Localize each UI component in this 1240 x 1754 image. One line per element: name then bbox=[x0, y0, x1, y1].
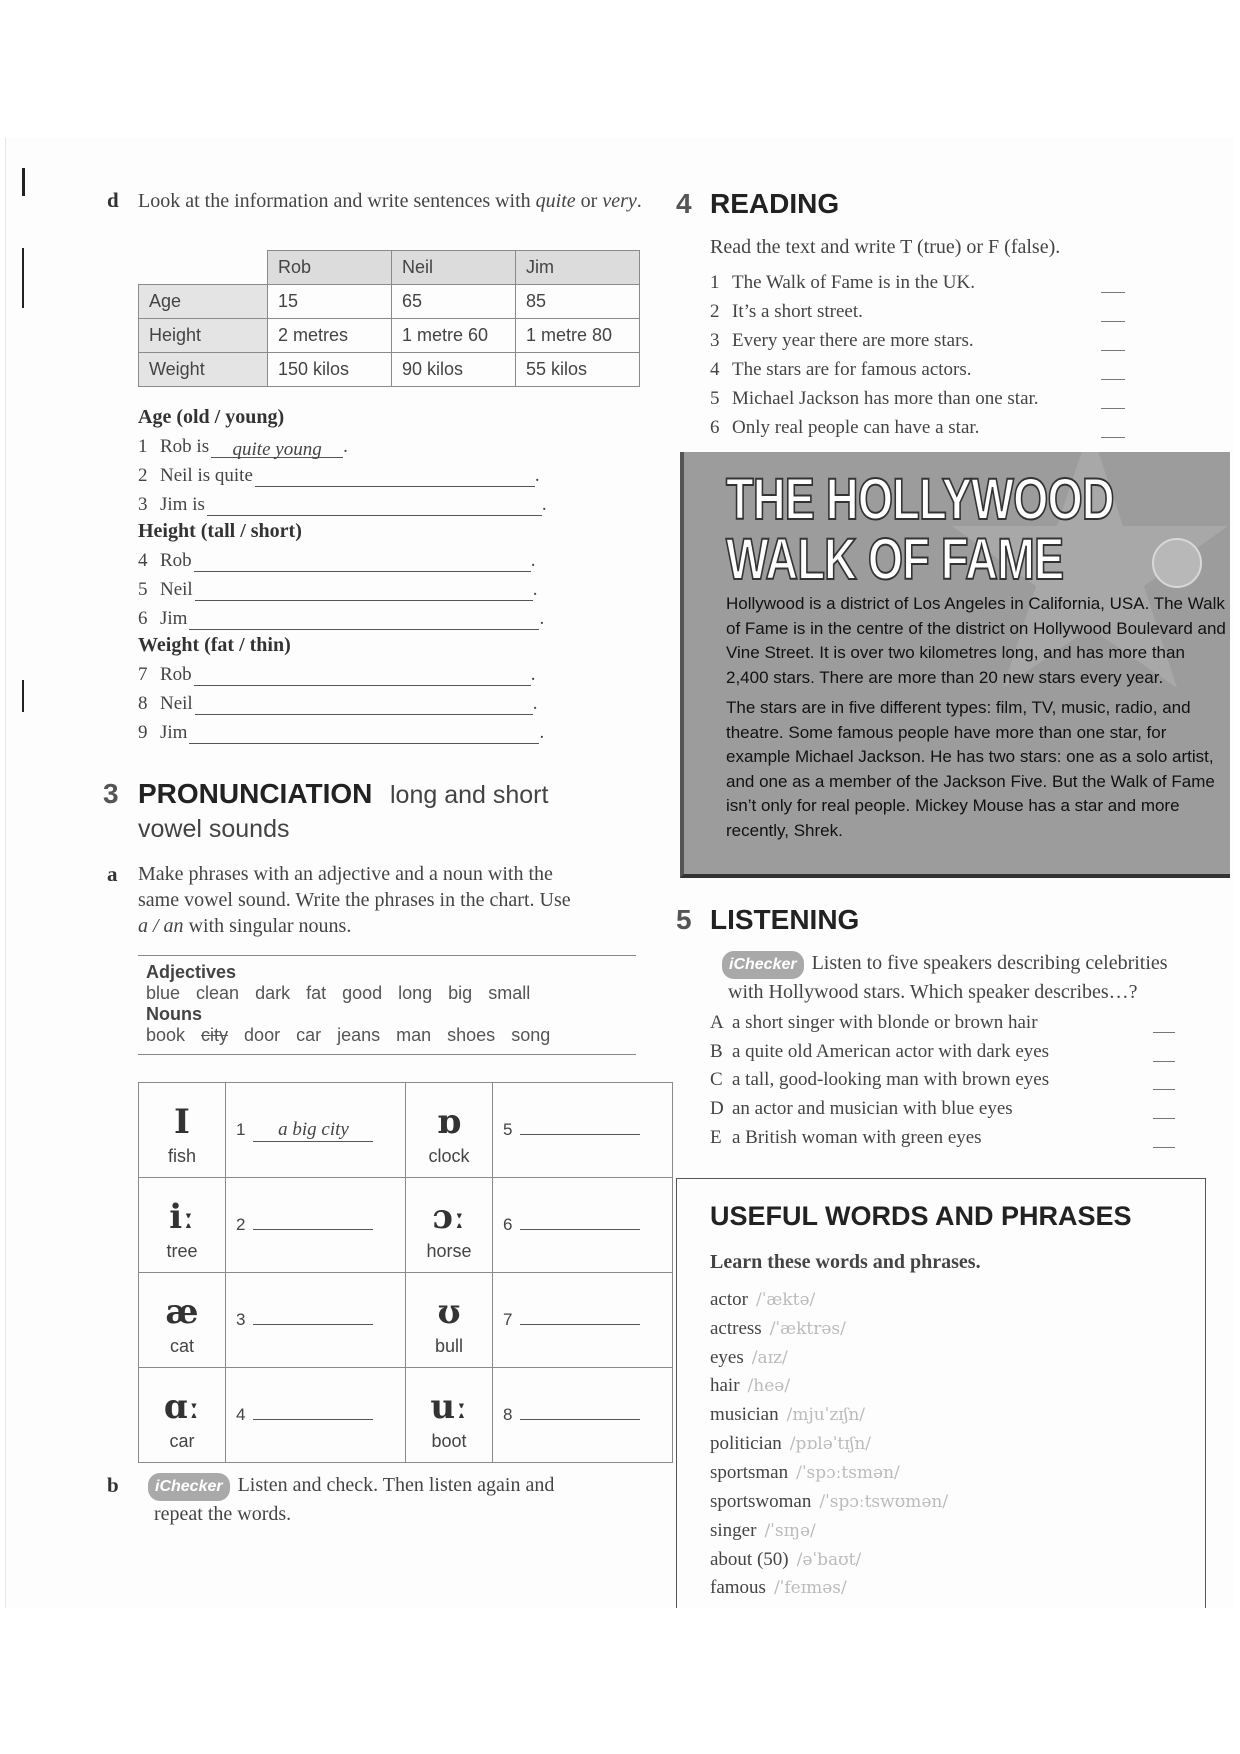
answer-field[interactable] bbox=[1101, 272, 1125, 293]
section-subtitle: vowel sounds bbox=[138, 815, 290, 843]
sound-word: horse bbox=[426, 1240, 472, 1261]
tf-item: 1 The Walk of Fame is in the UK. bbox=[710, 272, 1125, 294]
phoneme-symbol: ɑː bbox=[163, 1386, 201, 1427]
row-label: Weight bbox=[139, 353, 268, 387]
vocab-item: politician /pɒləˈtɪʃn/ bbox=[710, 1433, 871, 1454]
adjectives-list bbox=[146, 983, 628, 1004]
word: small bbox=[488, 983, 531, 1003]
sentence-line: 9 Jim . bbox=[138, 722, 545, 743]
article-body bbox=[726, 592, 1226, 849]
exercise-d-letter: d bbox=[107, 188, 119, 212]
table-cell: 1 metre 80 bbox=[516, 319, 640, 353]
table-header-row bbox=[139, 251, 640, 285]
margin-mark bbox=[22, 680, 24, 712]
answer-field[interactable] bbox=[1153, 1012, 1175, 1033]
sound-word: bull bbox=[434, 1335, 464, 1356]
word: car bbox=[296, 1025, 322, 1045]
tf-item: 3 Every year there are more stars. bbox=[710, 330, 1125, 352]
table-row bbox=[139, 353, 640, 387]
sound-word: fish bbox=[167, 1145, 196, 1166]
answer-field[interactable] bbox=[255, 468, 535, 487]
answer-field[interactable] bbox=[520, 1134, 640, 1135]
answer-field[interactable] bbox=[253, 1229, 373, 1230]
listening-item: B a quite old American actor with dark eyes bbox=[710, 1041, 1175, 1063]
word: big bbox=[448, 983, 473, 1003]
phoneme-symbol: ʊ bbox=[437, 1291, 461, 1332]
exercise-a-letter: a bbox=[107, 862, 118, 886]
word: fat bbox=[306, 983, 327, 1003]
answer-cell: 7 bbox=[493, 1273, 673, 1368]
useful-subtitle: Learn these words and phrases. bbox=[710, 1251, 981, 1273]
answer-cell: 4 bbox=[226, 1368, 406, 1463]
group-heading-age: Age (old / young) bbox=[138, 406, 285, 428]
nouns-list bbox=[146, 1025, 628, 1046]
answer-field[interactable] bbox=[253, 1324, 373, 1325]
sound-word: clock bbox=[428, 1145, 470, 1166]
sentence-line: 1 Rob is quite young . bbox=[138, 436, 348, 460]
listening-item: D an actor and musician with blue eyes bbox=[710, 1098, 1175, 1120]
word: shoes bbox=[447, 1025, 496, 1045]
answer-field[interactable] bbox=[194, 667, 531, 686]
article-title-line-2: WALK OF FAME bbox=[726, 527, 1064, 592]
table-row bbox=[139, 319, 640, 353]
margin-mark bbox=[22, 248, 24, 308]
word: song bbox=[511, 1025, 551, 1045]
answer-field[interactable] bbox=[1153, 1069, 1175, 1090]
vocab-item: about (50) /əˈbaʊt/ bbox=[710, 1549, 862, 1570]
useful-title: USEFUL WORDS AND PHRASES bbox=[710, 1201, 1132, 1231]
vocab-item: eyes /aɪz/ bbox=[710, 1347, 788, 1368]
word: clean bbox=[196, 983, 240, 1003]
table-cell: 15 bbox=[268, 285, 392, 319]
answer-field[interactable] bbox=[1153, 1127, 1175, 1148]
answer-field[interactable] bbox=[1101, 417, 1125, 438]
word: jeans bbox=[337, 1025, 381, 1045]
word-crossed: city bbox=[201, 1025, 229, 1045]
word: long bbox=[398, 983, 433, 1003]
row-label: Age bbox=[139, 285, 268, 319]
table-header: Rob bbox=[268, 251, 392, 285]
word: good bbox=[342, 983, 383, 1003]
table-corner bbox=[139, 251, 268, 285]
nouns-heading: Nouns bbox=[146, 1004, 202, 1024]
table-cell: 65 bbox=[392, 285, 516, 319]
listening-item: C a tall, good-looking man with brown eyes bbox=[710, 1069, 1175, 1091]
section-title: READING bbox=[710, 188, 840, 219]
ichecker-badge[interactable]: iChecker bbox=[722, 951, 804, 979]
tf-item: 4 The stars are for famous actors. bbox=[710, 359, 1125, 381]
exercise-b-letter: b bbox=[107, 1473, 119, 1497]
sound-cell bbox=[406, 1368, 493, 1463]
vocab-item: sportsman /ˈspɔːtsmən/ bbox=[710, 1462, 900, 1483]
answer-field[interactable] bbox=[520, 1419, 640, 1420]
table-cell: 90 kilos bbox=[392, 353, 516, 387]
phoneme-symbol: ɔː bbox=[432, 1196, 466, 1237]
reading-article bbox=[680, 452, 1230, 878]
answer-cell: 1 a big city bbox=[226, 1083, 406, 1178]
answer-field[interactable] bbox=[1101, 301, 1125, 322]
vocab-item: singer /ˈsɪŋə/ bbox=[710, 1520, 816, 1541]
answer-cell: 3 bbox=[226, 1273, 406, 1368]
answer-cell: 2 bbox=[226, 1178, 406, 1273]
section-number: 5 bbox=[676, 904, 692, 935]
sound-cell bbox=[139, 1083, 226, 1178]
sound-cell bbox=[139, 1273, 226, 1368]
info-table bbox=[138, 250, 640, 387]
table-cell: 55 kilos bbox=[516, 353, 640, 387]
tf-item: 5 Michael Jackson has more than one star. bbox=[710, 388, 1125, 410]
vowel-chart bbox=[138, 1082, 673, 1463]
row-label: Height bbox=[139, 319, 268, 353]
sound-cell bbox=[139, 1368, 226, 1463]
table-cell: 1 metre 60 bbox=[392, 319, 516, 353]
section-number: 4 bbox=[676, 188, 692, 219]
word-box bbox=[138, 955, 636, 1055]
sound-word: boot bbox=[431, 1430, 467, 1451]
chart-row bbox=[139, 1368, 673, 1463]
article-paragraph: Hollywood is a district of Los Angeles in California, USA. The Walk of Fame is in the centre of the district on Hollywood Boulevard and Vine Street. It is over two kilometres long, and has more than 2,400 stars. There are more than 20 new stars every year. bbox=[726, 594, 1226, 687]
article-paragraph: The stars are in five different types: film, TV, music, radio, and theatre. Some famous people have more than one star, for example Michael Jackson. He has two stars: one as a solo artist, and one as a member of the Jackson Five. But the Walk of Fame isn’t only for real people. Mickey Mouse has a star and more recently, Shrek. bbox=[726, 698, 1215, 840]
listening-item: A a short singer with blonde or brown hair bbox=[710, 1012, 1175, 1034]
answer-field[interactable] bbox=[1101, 330, 1125, 351]
phoneme-symbol: uː bbox=[430, 1386, 468, 1427]
table-cell: 85 bbox=[516, 285, 640, 319]
answer-field[interactable] bbox=[1101, 359, 1125, 380]
article-title-line-1: THE HOLLYWOOD bbox=[726, 467, 1114, 532]
table-header: Neil bbox=[392, 251, 516, 285]
exercise-b-instruction: iChecker Listen and check. Then listen again and repeat the words. bbox=[148, 1472, 648, 1527]
chart-row bbox=[139, 1178, 673, 1273]
sound-word: car bbox=[169, 1430, 195, 1451]
section-title: LISTENING bbox=[710, 904, 860, 935]
answer-field[interactable] bbox=[520, 1324, 640, 1325]
group-heading-weight: Weight (fat / thin) bbox=[138, 634, 291, 656]
answer-field[interactable] bbox=[253, 1419, 373, 1420]
answer-field[interactable] bbox=[195, 582, 533, 601]
sentence-line: 8 Neil . bbox=[138, 693, 538, 714]
answer-cell: 6 bbox=[493, 1178, 673, 1273]
sound-cell bbox=[139, 1178, 226, 1273]
sound-word: tree bbox=[166, 1240, 198, 1261]
phoneme-symbol: iː bbox=[169, 1196, 195, 1237]
sound-word: cat bbox=[169, 1335, 194, 1356]
adjectives-heading: Adjectives bbox=[146, 962, 237, 982]
sound-cell bbox=[406, 1178, 493, 1273]
vocab-item: actress /ˈæktrəs/ bbox=[710, 1318, 846, 1339]
answer-field[interactable] bbox=[1101, 388, 1125, 409]
word: blue bbox=[146, 983, 181, 1003]
exercise-d-instruction: Look at the information and write sentences with quite or very. bbox=[138, 190, 642, 212]
ichecker-badge[interactable]: iChecker bbox=[148, 1473, 230, 1501]
word: door bbox=[244, 1025, 281, 1045]
answer-cell: 5 bbox=[493, 1083, 673, 1178]
table-cell: 2 metres bbox=[268, 319, 392, 353]
reading-instruction: Read the text and write T (true) or F (false). bbox=[710, 236, 1061, 258]
section-title: PRONUNCIATION bbox=[138, 778, 373, 809]
section-subtitle: long and short bbox=[390, 781, 549, 809]
chart-row bbox=[139, 1083, 673, 1178]
chart-row bbox=[139, 1273, 673, 1368]
phoneme-symbol: I bbox=[174, 1101, 190, 1142]
section-number: 3 bbox=[103, 778, 119, 809]
answer-field[interactable] bbox=[189, 725, 539, 744]
vocab-item: sportswoman /ˈspɔːtswʊmən/ bbox=[710, 1491, 949, 1512]
word: man bbox=[396, 1025, 432, 1045]
answer-field[interactable] bbox=[520, 1229, 640, 1230]
sentence-line: 3 Jim is . bbox=[138, 494, 547, 515]
sentence-line: 6 Jim . bbox=[138, 608, 545, 629]
group-heading-height: Height (tall / short) bbox=[138, 520, 302, 542]
sentence-line: 4 Rob . bbox=[138, 550, 536, 571]
sentence-line: 5 Neil . bbox=[138, 579, 538, 600]
answer-field[interactable] bbox=[207, 497, 542, 516]
phoneme-symbol: æ bbox=[165, 1291, 199, 1332]
answer-cell: 8 bbox=[493, 1368, 673, 1463]
exercise-a-instruction: Make phrases with an adjective and a noun with the same vowel sound. Write the phrases in the chart. Use a / an with singular nouns. bbox=[138, 863, 571, 937]
table-cell: 150 kilos bbox=[268, 353, 392, 387]
word: book bbox=[146, 1025, 186, 1045]
answer-field[interactable]: quite young bbox=[211, 439, 343, 458]
sound-cell bbox=[406, 1273, 493, 1368]
listening-instruction: iChecker Listen to five speakers describing celebrities with Hollywood stars. Which speaker describes…? bbox=[722, 950, 1222, 1005]
margin-mark bbox=[22, 168, 25, 196]
sentence-line: 7 Rob . bbox=[138, 664, 536, 685]
answer-field[interactable]: a big city bbox=[253, 1119, 373, 1142]
table-header: Jim bbox=[516, 251, 640, 285]
answer-field[interactable] bbox=[195, 696, 533, 715]
vocab-item: hair /heə/ bbox=[710, 1375, 791, 1396]
tf-item: 2 It’s a short street. bbox=[710, 301, 1125, 323]
award-icon bbox=[1152, 538, 1202, 588]
phoneme-symbol: ɒ bbox=[437, 1101, 461, 1142]
answer-field[interactable] bbox=[194, 553, 531, 572]
tf-item: 6 Only real people can have a star. bbox=[710, 417, 1125, 439]
table-row bbox=[139, 285, 640, 319]
vocab-item: actor /ˈæktə/ bbox=[710, 1289, 816, 1310]
listening-item: E a British woman with green eyes bbox=[710, 1127, 1175, 1149]
vocab-item: musician /mjuˈzɪʃn/ bbox=[710, 1404, 866, 1425]
word: dark bbox=[255, 983, 291, 1003]
vocab-item: famous /ˈfeɪməs/ bbox=[710, 1577, 847, 1598]
sound-cell bbox=[406, 1083, 493, 1178]
answer-field[interactable] bbox=[1153, 1098, 1175, 1119]
useful-words-box bbox=[676, 1178, 1206, 1608]
answer-field[interactable] bbox=[1153, 1041, 1175, 1062]
sentence-line: 2 Neil is quite . bbox=[138, 465, 540, 486]
answer-field[interactable] bbox=[189, 611, 539, 630]
